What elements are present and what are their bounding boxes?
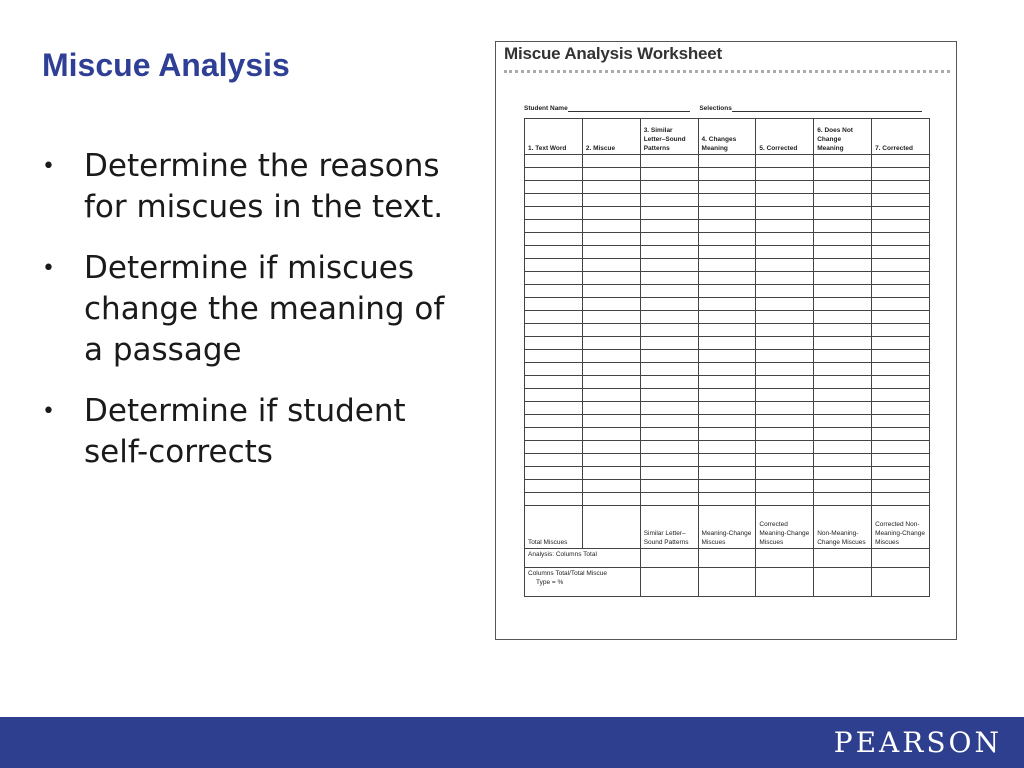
slide-title: Miscue Analysis: [42, 47, 290, 83]
table-cell: [814, 454, 872, 467]
table-cell: [872, 480, 930, 493]
column-header: 1. Text Word: [525, 119, 583, 155]
table-cell: [814, 493, 872, 506]
table-cell: [640, 350, 698, 363]
table-cell: [640, 324, 698, 337]
worksheet-fields: [524, 104, 930, 112]
table-cell: [756, 549, 814, 568]
table-row: [525, 194, 930, 207]
table-row: [525, 207, 930, 220]
table-cell: [582, 246, 640, 259]
table-cell: [582, 402, 640, 415]
table-cell: [698, 428, 756, 441]
percent-row: [525, 568, 930, 597]
table-cell: [698, 350, 756, 363]
table-cell: [756, 220, 814, 233]
worksheet-title: Miscue Analysis Worksheet: [504, 44, 722, 63]
table-cell: [582, 272, 640, 285]
table-cell: [756, 493, 814, 506]
table-cell: [640, 467, 698, 480]
table-cell: [698, 311, 756, 324]
table-row: [525, 181, 930, 194]
table-row: [525, 389, 930, 402]
table-cell: [756, 285, 814, 298]
table-cell: [872, 246, 930, 259]
table-cell: [525, 298, 583, 311]
table-cell: [756, 259, 814, 272]
table-cell: [872, 441, 930, 454]
table-cell: [640, 298, 698, 311]
table-cell: [582, 233, 640, 246]
table-cell: [814, 207, 872, 220]
table-cell: [698, 480, 756, 493]
table-cell: [640, 233, 698, 246]
bullet-text: Determine the reasons for miscues in the text.: [84, 148, 444, 225]
percent-label: [525, 568, 641, 597]
table-cell: [872, 207, 930, 220]
table-cell: [525, 181, 583, 194]
table-cell: [756, 428, 814, 441]
table-cell: [525, 168, 583, 181]
table-cell: [814, 402, 872, 415]
table-cell: [814, 272, 872, 285]
bullet-dot-icon: •: [42, 256, 55, 281]
table-cell: [640, 246, 698, 259]
table-cell: [525, 207, 583, 220]
table-cell: [525, 311, 583, 324]
table-cell: [640, 363, 698, 376]
table-cell: Corrected Meaning-Change Miscues: [756, 506, 814, 549]
table-cell: [582, 467, 640, 480]
table-cell: [814, 311, 872, 324]
table-cell: [582, 350, 640, 363]
table-cell: [582, 194, 640, 207]
table-row: [525, 285, 930, 298]
table-cell: [756, 194, 814, 207]
table-cell: [525, 467, 583, 480]
table-cell: [872, 467, 930, 480]
table-cell: [698, 454, 756, 467]
table-cell: [525, 220, 583, 233]
table-cell: Meaning-Change Miscues: [698, 506, 756, 549]
table-cell: [640, 428, 698, 441]
table-cell: [582, 220, 640, 233]
table-cell: [640, 376, 698, 389]
table-cell: [582, 168, 640, 181]
table-cell: [756, 181, 814, 194]
table-cell: [872, 181, 930, 194]
table-cell: [814, 549, 872, 568]
table-cell: [525, 246, 583, 259]
percent-label-line2: Type = %: [536, 579, 564, 586]
table-cell: [698, 549, 756, 568]
table-cell: [756, 441, 814, 454]
table-cell: [525, 194, 583, 207]
bullet-item: [42, 146, 462, 228]
table-cell: [698, 272, 756, 285]
column-header: 7. Corrected: [872, 119, 930, 155]
table-cell: [756, 298, 814, 311]
table-cell: [525, 402, 583, 415]
table-cell: Non-Meaning-Change Miscues: [814, 506, 872, 549]
table-cell: [872, 363, 930, 376]
table-cell: [582, 493, 640, 506]
bullet-text: Determine if miscues change the meaning of a passage: [84, 250, 445, 368]
table-cell: [814, 233, 872, 246]
header-row: [525, 119, 930, 155]
table-cell: [814, 363, 872, 376]
table-cell: [582, 155, 640, 168]
table-cell: [756, 376, 814, 389]
table-cell: [525, 259, 583, 272]
table-cell: [872, 568, 930, 597]
table-cell: [640, 207, 698, 220]
table-cell: [640, 272, 698, 285]
table-cell: [582, 207, 640, 220]
table-row: [525, 298, 930, 311]
table-cell: [582, 311, 640, 324]
bullet-dot-icon: •: [42, 399, 55, 424]
table-cell: [640, 259, 698, 272]
table-cell: [698, 155, 756, 168]
table-cell: [756, 389, 814, 402]
table-row: [525, 233, 930, 246]
table-cell: [872, 428, 930, 441]
table-cell: [872, 259, 930, 272]
table-cell: [525, 376, 583, 389]
worksheet-table: [524, 118, 930, 597]
table-cell: Similar Letter–Sound Patterns: [640, 506, 698, 549]
table-row: [525, 272, 930, 285]
table-cell: [582, 480, 640, 493]
table-row: [525, 259, 930, 272]
table-cell: [525, 285, 583, 298]
table-cell: [872, 155, 930, 168]
table-cell: [582, 285, 640, 298]
table-row: [525, 480, 930, 493]
table-cell: [525, 324, 583, 337]
table-cell: [814, 441, 872, 454]
table-cell: [640, 480, 698, 493]
table-row: [525, 467, 930, 480]
table-cell: [525, 337, 583, 350]
table-cell: [698, 285, 756, 298]
table-cell: [640, 285, 698, 298]
table-cell: [525, 389, 583, 402]
table-cell: [698, 389, 756, 402]
table-cell: [698, 298, 756, 311]
table-cell: [698, 324, 756, 337]
table-cell: [640, 454, 698, 467]
table-cell: [582, 389, 640, 402]
table-cell: [756, 363, 814, 376]
table-cell: [582, 454, 640, 467]
table-cell: [698, 207, 756, 220]
table-cell: [640, 441, 698, 454]
table-row: [525, 246, 930, 259]
table-cell: [814, 181, 872, 194]
table-cell: [872, 402, 930, 415]
table-cell: [582, 428, 640, 441]
table-cell: [582, 324, 640, 337]
table-cell: [640, 168, 698, 181]
table-cell: [756, 350, 814, 363]
analysis-label: Analysis: Columns Total: [525, 549, 641, 568]
column-header: 4. Changes Meaning: [698, 119, 756, 155]
table-cell: [698, 168, 756, 181]
column-header: 3. Similar Letter–Sound Patterns: [640, 119, 698, 155]
table-cell: [525, 428, 583, 441]
table-cell: [814, 376, 872, 389]
table-cell: [872, 272, 930, 285]
totals-row: [525, 506, 930, 549]
table-cell: [640, 311, 698, 324]
table-cell: [640, 194, 698, 207]
worksheet-image: [495, 41, 957, 640]
table-cell: [872, 493, 930, 506]
table-cell: [814, 415, 872, 428]
table-row: [525, 376, 930, 389]
table-cell: [756, 467, 814, 480]
table-cell: [640, 549, 698, 568]
table-row: [525, 402, 930, 415]
table-cell: [525, 350, 583, 363]
table-cell: [814, 428, 872, 441]
table-row: [525, 220, 930, 233]
table-cell: [872, 168, 930, 181]
selections-line: [732, 104, 922, 112]
table-cell: [814, 389, 872, 402]
table-cell: [756, 272, 814, 285]
table-row: [525, 311, 930, 324]
table-cell: [582, 337, 640, 350]
table-cell: [525, 441, 583, 454]
table-cell: [872, 298, 930, 311]
student-name-label: Student Name: [524, 105, 568, 112]
student-name-line: [568, 104, 690, 112]
table-row: [525, 168, 930, 181]
table-cell: [582, 376, 640, 389]
table-cell: [814, 168, 872, 181]
table-cell: [582, 298, 640, 311]
table-cell: [698, 194, 756, 207]
table-cell: [525, 454, 583, 467]
table-cell: [698, 246, 756, 259]
table-cell: [698, 259, 756, 272]
table-cell: [756, 480, 814, 493]
table-cell: [698, 568, 756, 597]
dotted-divider: [504, 70, 950, 73]
blank-rows: [525, 155, 930, 506]
table-cell: [814, 285, 872, 298]
table-cell: [756, 324, 814, 337]
table-cell: [756, 454, 814, 467]
table-cell: [640, 181, 698, 194]
table-cell: [756, 402, 814, 415]
table-cell: [582, 181, 640, 194]
table-cell: [525, 415, 583, 428]
table-cell: [872, 220, 930, 233]
table-cell: [756, 207, 814, 220]
table-cell: [582, 415, 640, 428]
table-cell: [756, 311, 814, 324]
table-row: [525, 454, 930, 467]
table-cell: [814, 337, 872, 350]
table-cell: [814, 568, 872, 597]
column-header: 6. Does Not Change Meaning: [814, 119, 872, 155]
table-row: [525, 155, 930, 168]
table-cell: [814, 298, 872, 311]
table-cell: [640, 337, 698, 350]
table-row: [525, 350, 930, 363]
table-cell: Corrected Non-Meaning-Change Miscues: [872, 506, 930, 549]
table-cell: [756, 568, 814, 597]
table-cell: [525, 493, 583, 506]
table-row: [525, 415, 930, 428]
table-cell: [756, 168, 814, 181]
table-cell: [640, 402, 698, 415]
table-cell: [582, 441, 640, 454]
table-cell: [698, 181, 756, 194]
table-cell: [872, 415, 930, 428]
table-cell: [756, 415, 814, 428]
bullet-dot-icon: •: [42, 154, 55, 179]
table-row: [525, 337, 930, 350]
bullet-list: [42, 146, 462, 493]
column-header: 2. Miscue: [582, 119, 640, 155]
table-cell: [698, 415, 756, 428]
table-cell: [756, 337, 814, 350]
table-row: [525, 363, 930, 376]
table-cell: [582, 506, 640, 549]
table-cell: [698, 493, 756, 506]
table-cell: [872, 285, 930, 298]
table-row: [525, 324, 930, 337]
bullet-item: [42, 391, 462, 473]
table-cell: [525, 272, 583, 285]
table-cell: [698, 233, 756, 246]
table-cell: [814, 246, 872, 259]
table-cell: [525, 233, 583, 246]
table-cell: [756, 233, 814, 246]
table-cell: [525, 363, 583, 376]
table-cell: [872, 350, 930, 363]
table-cell: [698, 441, 756, 454]
table-cell: [698, 337, 756, 350]
table-cell: [872, 233, 930, 246]
percent-label-line1: Columns Total/Total Miscue: [528, 570, 607, 577]
table-cell: [814, 350, 872, 363]
bullet-item: [42, 248, 462, 371]
table-cell: [814, 480, 872, 493]
table-cell: [872, 324, 930, 337]
column-header: 5. Corrected: [756, 119, 814, 155]
table-cell: [640, 568, 698, 597]
selections-label: Selections: [699, 105, 732, 112]
table-cell: [814, 155, 872, 168]
table-cell: [814, 194, 872, 207]
table-cell: [640, 493, 698, 506]
analysis-row: [525, 549, 930, 568]
table-cell: [525, 480, 583, 493]
table-row: [525, 428, 930, 441]
table-row: [525, 493, 930, 506]
table-cell: [872, 454, 930, 467]
table-cell: [640, 389, 698, 402]
table-cell: [814, 467, 872, 480]
footer-bar: [0, 717, 1024, 768]
table-cell: [756, 155, 814, 168]
table-cell: [698, 220, 756, 233]
table-cell: [582, 363, 640, 376]
table-cell: [814, 324, 872, 337]
table-cell: [872, 194, 930, 207]
table-cell: [872, 337, 930, 350]
table-cell: [872, 389, 930, 402]
table-cell: [525, 155, 583, 168]
table-cell: [698, 402, 756, 415]
table-cell: [640, 155, 698, 168]
table-cell: [640, 220, 698, 233]
table-cell: [582, 259, 640, 272]
table-cell: [814, 220, 872, 233]
table-cell: [698, 376, 756, 389]
table-cell: [698, 467, 756, 480]
table-row: [525, 441, 930, 454]
table-cell: [814, 259, 872, 272]
bullet-text: Determine if student self-corrects: [84, 393, 406, 470]
table-cell: [872, 376, 930, 389]
table-cell: Total Miscues: [525, 506, 583, 549]
pearson-logo: PEARSON: [833, 726, 1002, 759]
table-cell: [872, 549, 930, 568]
table-cell: [640, 415, 698, 428]
table-cell: [698, 363, 756, 376]
table-cell: [756, 246, 814, 259]
table-cell: [872, 311, 930, 324]
